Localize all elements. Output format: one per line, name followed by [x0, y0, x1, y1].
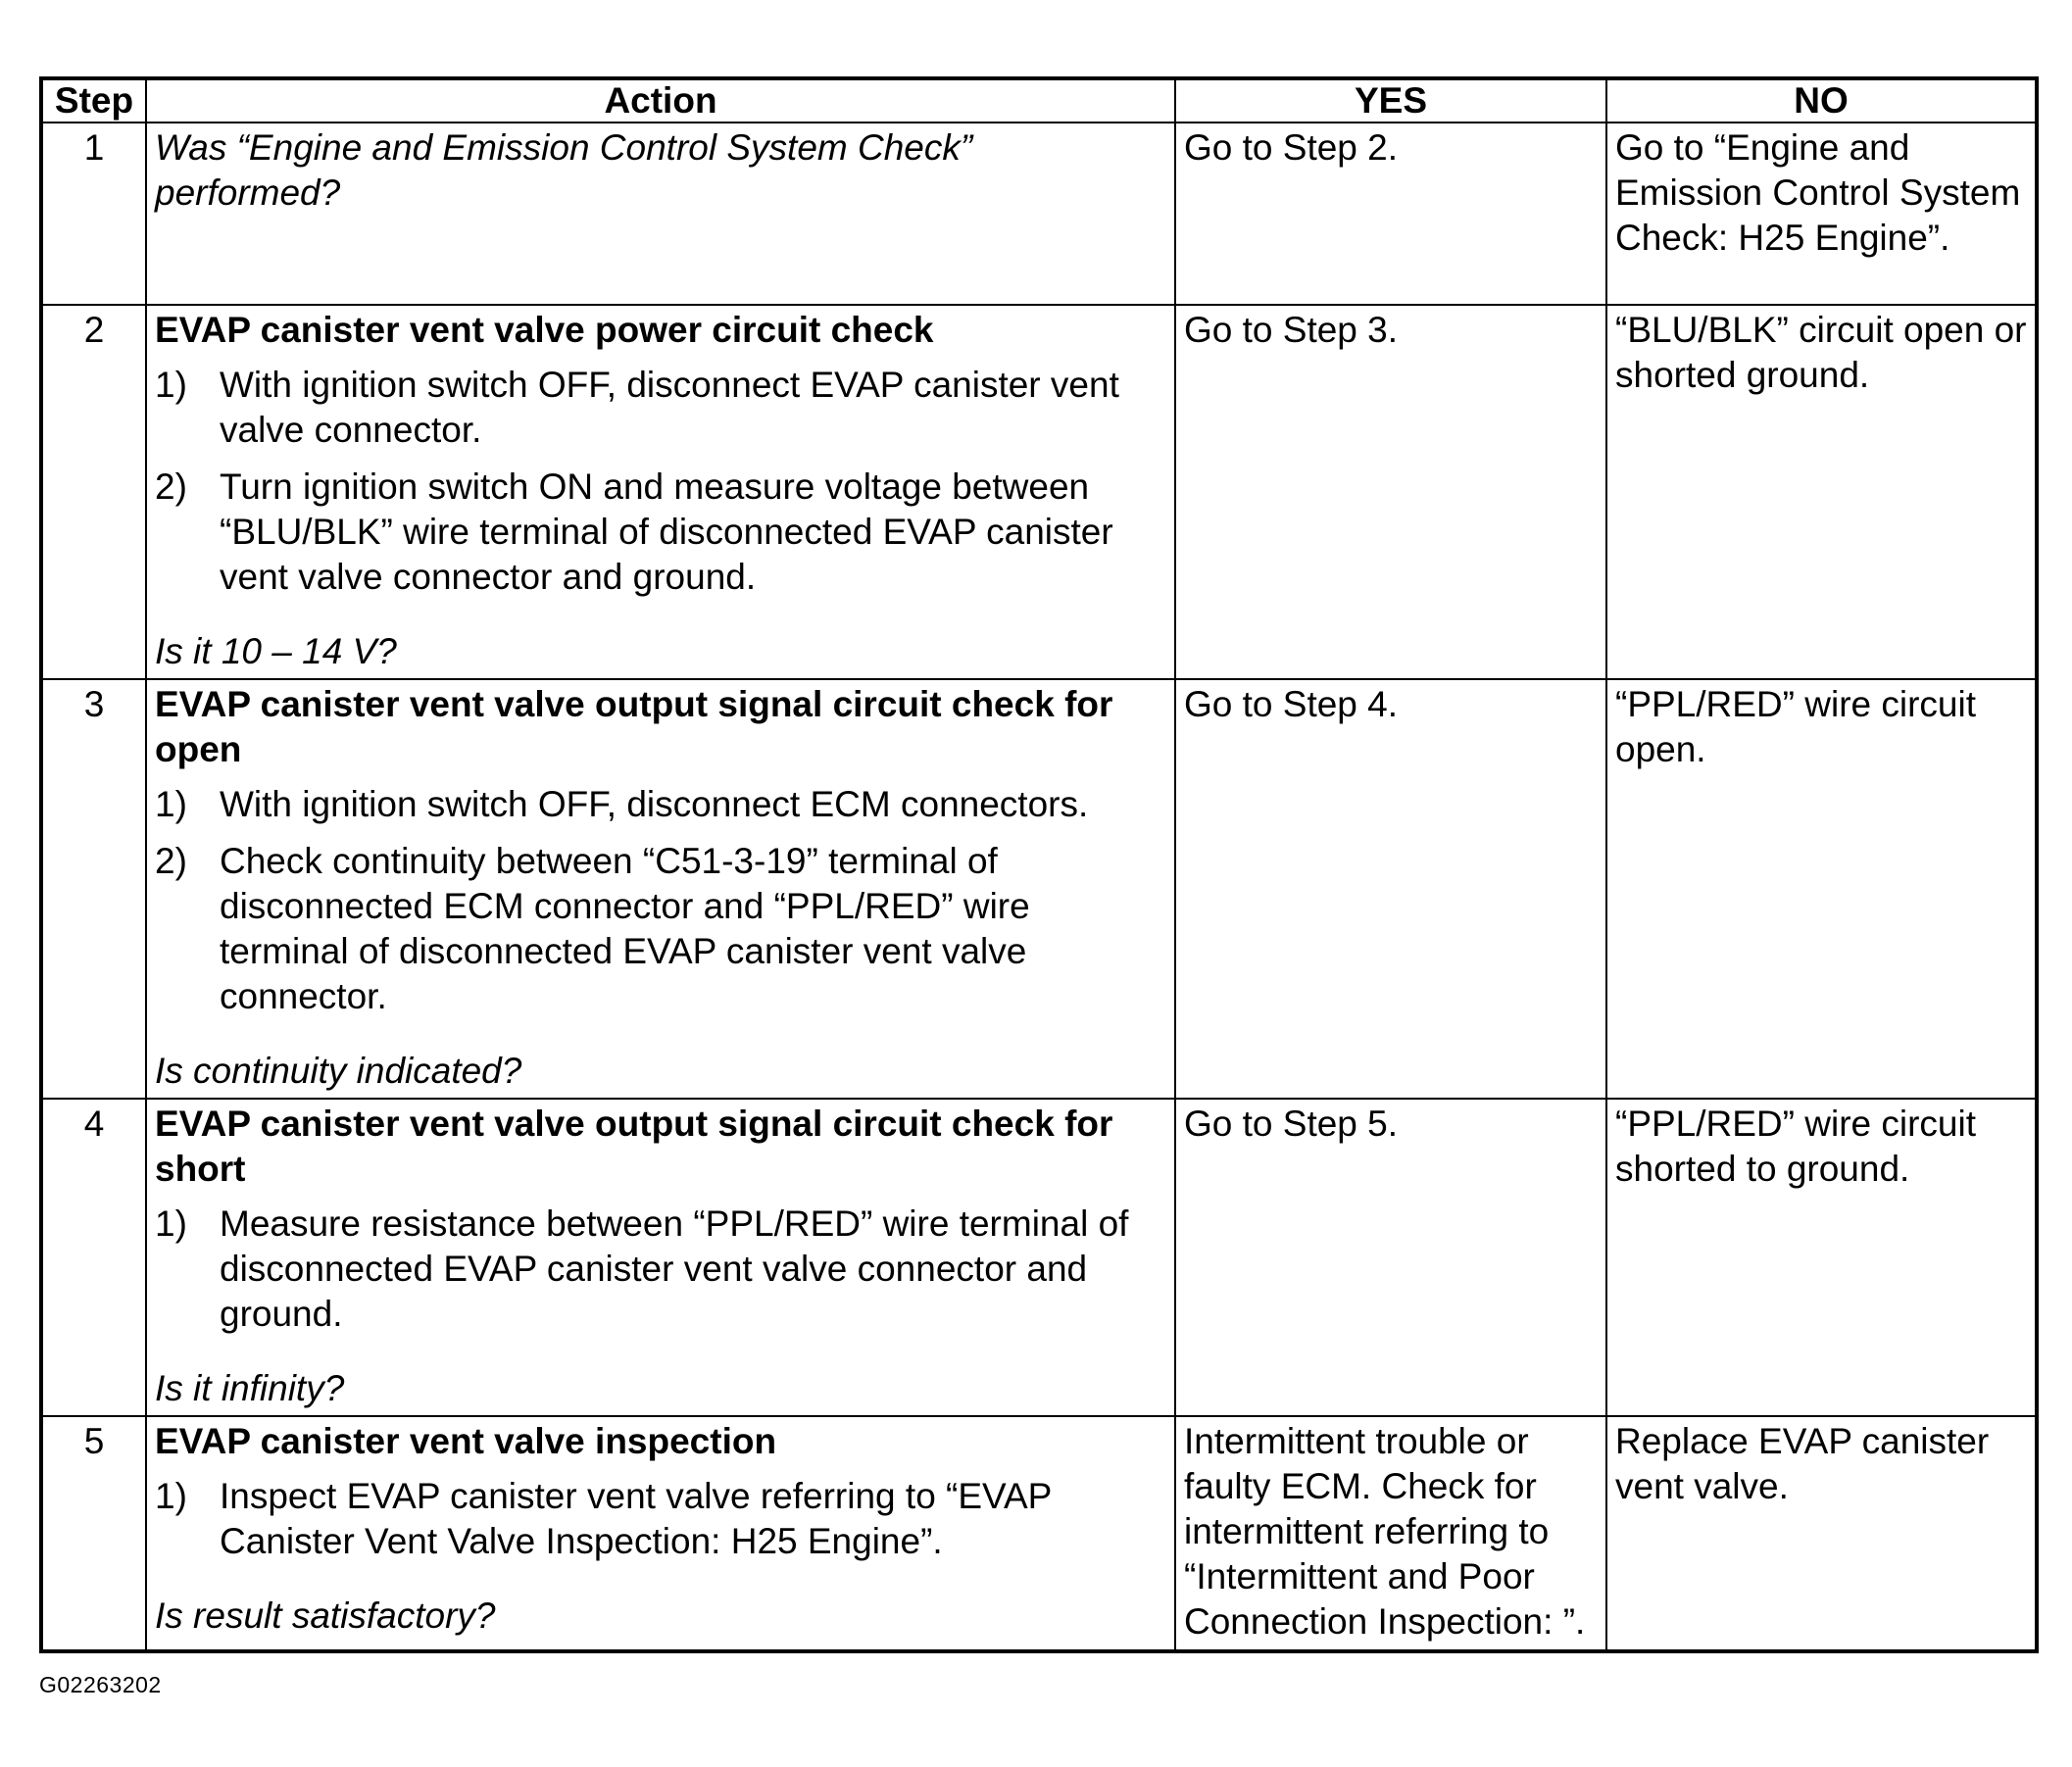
- substep-item: [155, 839, 1166, 1019]
- no-cell: Replace EVAP canister vent valve.: [1606, 1416, 2037, 1651]
- action-question: Is continuity indicated?: [155, 1051, 522, 1091]
- action-title: EVAP canister vent valve output signal circuit check for short: [155, 1104, 1113, 1189]
- substep-text: With ignition switch OFF, disconnect ECM connectors.: [220, 784, 1089, 824]
- substep-text: Inspect EVAP canister vent valve referring to “EVAP Canister Vent Valve Inspection: H25 Engine”.: [220, 1476, 1052, 1561]
- step-number: 5: [41, 1416, 146, 1651]
- substep-item: [155, 465, 1166, 600]
- action-title: EVAP canister vent valve inspection: [155, 1421, 777, 1461]
- header-step: Step: [41, 78, 146, 123]
- table-row: [41, 1416, 2037, 1651]
- yes-cell: Intermittent trouble or faulty ECM. Check for intermittent referring to “Intermittent and Poor Connection Inspection: ”.: [1175, 1416, 1606, 1651]
- no-cell: “PPL/RED” wire circuit shorted to ground.: [1606, 1099, 2037, 1416]
- substep-item: [155, 1202, 1166, 1337]
- substep-number: 1): [155, 1476, 187, 1516]
- troubleshooting-sheet: [39, 76, 2035, 1653]
- action-cell: [146, 123, 1175, 305]
- table-row: [41, 305, 2037, 679]
- substep-number: 2): [155, 466, 187, 507]
- table-row: [41, 1099, 2037, 1416]
- header-action: Action: [146, 78, 1175, 123]
- action-title: EVAP canister vent valve power circuit check: [155, 310, 934, 350]
- action-cell: [146, 1416, 1175, 1651]
- yes-cell: Go to Step 5.: [1175, 1099, 1606, 1416]
- diagnostic-table: [39, 76, 2039, 1653]
- step-number: 3: [41, 679, 146, 1099]
- substep-number: 1): [155, 365, 187, 405]
- yes-cell: Go to Step 4.: [1175, 679, 1606, 1099]
- substep-text: With ignition switch OFF, disconnect EVAP canister vent valve connector.: [220, 365, 1119, 450]
- header-no: NO: [1606, 78, 2037, 123]
- yes-cell: Go to Step 2.: [1175, 123, 1606, 305]
- substep-number: 1): [155, 1203, 187, 1244]
- substep-text: Check continuity between “C51-3-19” terminal of disconnected ECM connector and “PPL/RED” wire terminal of disconnected EVAP canister vent valve connector.: [220, 841, 1030, 1016]
- action-cell: [146, 305, 1175, 679]
- substep-text: Measure resistance between “PPL/RED” wire terminal of disconnected EVAP canister vent valve connector and ground.: [220, 1203, 1129, 1334]
- figure-code: G02263202: [39, 1672, 162, 1697]
- yes-cell: Go to Step 3.: [1175, 305, 1606, 679]
- substep-item: [155, 782, 1166, 827]
- no-cell: “BLU/BLK” circuit open or shorted ground.: [1606, 305, 2037, 679]
- header-yes: YES: [1175, 78, 1606, 123]
- no-cell: Go to “Engine and Emission Control System Check: H25 Engine”.: [1606, 123, 2037, 305]
- step-number: 4: [41, 1099, 146, 1416]
- substep-number: 2): [155, 841, 187, 881]
- substep-text: Turn ignition switch ON and measure voltage between “BLU/BLK” wire terminal of disconnected EVAP canister vent valve connector and ground.: [220, 466, 1113, 597]
- substep-item: [155, 1474, 1166, 1564]
- step-number: 1: [41, 123, 146, 305]
- step-number: 2: [41, 305, 146, 679]
- action-cell: [146, 679, 1175, 1099]
- table-header-row: [41, 78, 2037, 123]
- substep-list: [155, 1474, 1166, 1564]
- action-question: Is it infinity?: [155, 1368, 345, 1408]
- substep-list: [155, 363, 1166, 600]
- substep-list: [155, 782, 1166, 1019]
- table-row: [41, 679, 2037, 1099]
- action-title: EVAP canister vent valve output signal circuit check for open: [155, 684, 1113, 769]
- action-cell: [146, 1099, 1175, 1416]
- action-question: Is it 10 – 14 V?: [155, 631, 397, 671]
- action-question: Is result satisfactory?: [155, 1595, 496, 1636]
- substep-item: [155, 363, 1166, 453]
- no-cell: “PPL/RED” wire circuit open.: [1606, 679, 2037, 1099]
- substep-list: [155, 1202, 1166, 1337]
- action-question: Was “Engine and Emission Control System Check” performed?: [155, 127, 973, 213]
- table-row: [41, 123, 2037, 305]
- substep-number: 1): [155, 784, 187, 824]
